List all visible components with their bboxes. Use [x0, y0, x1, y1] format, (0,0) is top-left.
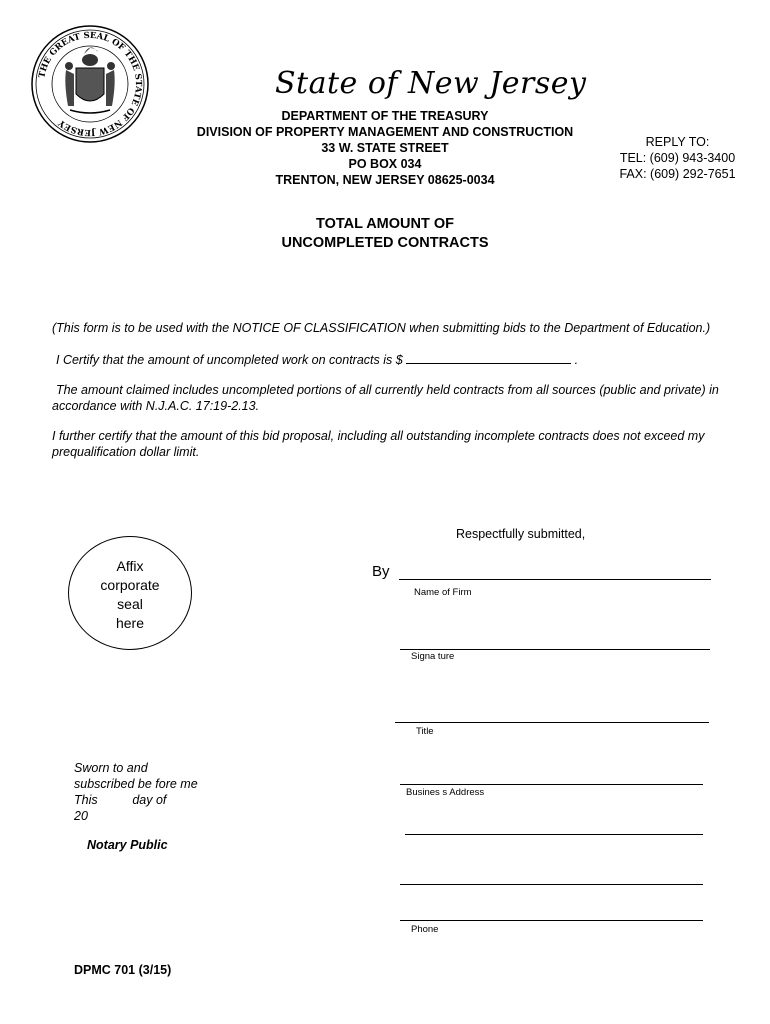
- seal-line: Affix: [116, 558, 144, 574]
- reply-tel: TEL: (609) 943-3400: [619, 151, 736, 165]
- title-line[interactable]: [395, 722, 709, 723]
- reply-block: [610, 134, 745, 182]
- address-line-3[interactable]: [400, 884, 703, 885]
- business-address-line[interactable]: [400, 784, 703, 785]
- amount-field[interactable]: [406, 351, 571, 364]
- certify-statement: [56, 351, 736, 368]
- seal-text: THE GREAT SEAL OF THE STATE OF NEW JERSEY: [37, 30, 144, 138]
- intro-text: (This form is to be used with the NOTICE OF CLASSIFICATION when submitting bids to the Department of Education.): [52, 321, 711, 335]
- corporate-seal-circle: [68, 536, 192, 650]
- firm-name-line[interactable]: [399, 579, 711, 580]
- sworn-block: [74, 760, 198, 824]
- certify-suffix: .: [574, 353, 579, 367]
- state-seal: [30, 24, 150, 144]
- seal-line: corporate: [100, 577, 160, 593]
- header-line: DEPARTMENT OF THE TREASURY: [281, 109, 489, 123]
- form-title-line1: TOTAL AMOUNT OF: [315, 216, 454, 232]
- phone-line[interactable]: [400, 920, 703, 921]
- reply-fax: FAX: (609) 292-7651: [619, 167, 736, 181]
- signature-line[interactable]: [400, 649, 710, 650]
- sworn-line: subscribed be fore me: [74, 777, 198, 791]
- respectfully-submitted: Respectfully submitted,: [456, 527, 586, 541]
- state-title: State of New Jersey: [275, 66, 587, 101]
- name-of-firm-label: Name of Firm: [414, 587, 472, 598]
- sworn-line: 20: [74, 809, 88, 823]
- claim-text: The amount claimed includes uncompleted portions of all currently held contracts from all sources (public and private) in accordance with N.J.A.C. 17:19-2.13.: [52, 383, 719, 413]
- phone-label: Phone: [411, 924, 439, 935]
- header-line: PO BOX 034: [348, 157, 422, 171]
- address-line-2[interactable]: [405, 834, 703, 835]
- reply-label: REPLY TO:: [645, 135, 710, 149]
- signature-label: Signa ture: [411, 651, 455, 662]
- by-label: By: [372, 563, 390, 580]
- business-address-label: Busines s Address: [406, 787, 485, 798]
- notary-public-label: Notary Public: [87, 838, 168, 852]
- further-certify-text: I further certify that the amount of this bid proposal, including all outstanding incomplete contracts does not exceed my prequalification dollar limit.: [52, 429, 705, 459]
- certify-prefix: I Certify that the amount of uncompleted work on contracts is $: [56, 353, 403, 367]
- form-code: DPMC 701 (3/15): [74, 963, 172, 977]
- form-title: [235, 215, 535, 253]
- sworn-line: Sworn to and: [74, 761, 148, 775]
- department-header: [180, 108, 590, 188]
- header-line: TRENTON, NEW JERSEY 08625-0034: [275, 173, 495, 187]
- seal-line: here: [115, 615, 145, 631]
- header-line: DIVISION OF PROPERTY MANAGEMENT AND CONSTRUCTION: [196, 125, 574, 139]
- header-line: 33 W. STATE STREET: [321, 141, 449, 155]
- form-title-line2: UNCOMPLETED CONTRACTS: [281, 235, 489, 251]
- sworn-line: This day of: [74, 793, 167, 807]
- seal-line: seal: [117, 596, 143, 612]
- title-label: Title: [416, 726, 434, 737]
